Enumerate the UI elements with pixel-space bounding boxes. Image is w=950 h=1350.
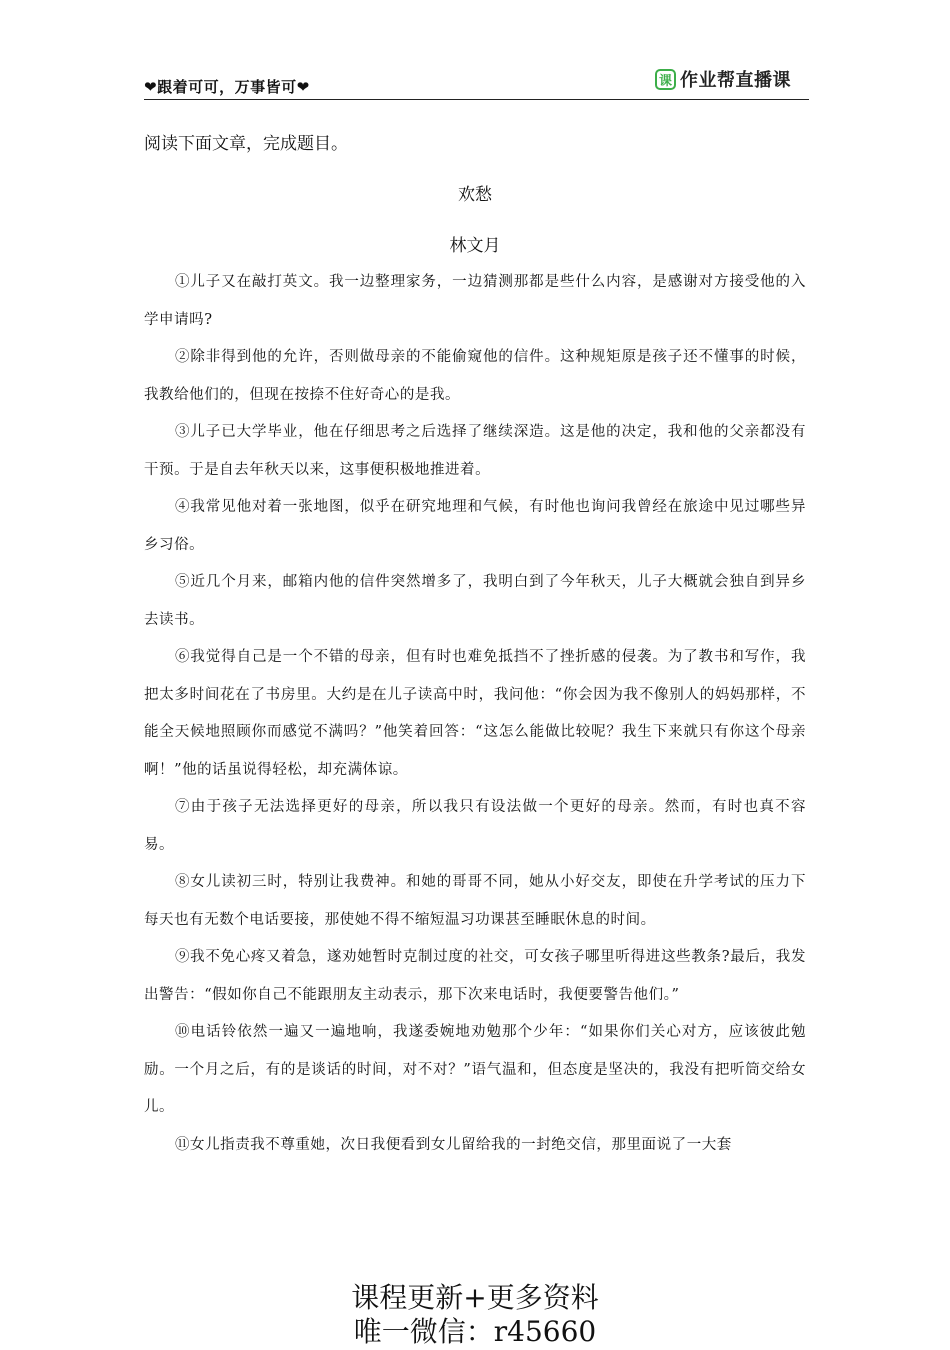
brand-logo	[655, 66, 791, 92]
page-header	[144, 62, 809, 100]
reading-instruction: 阅读下面文章，完成题目。	[144, 134, 348, 154]
paragraph: ⑨我不免心疼又着急，遂劝她暂时克制过度的社交，可女孩子哪里听得进这些教条?最后，我发出警告：“假如你自己不能跟朋友主动表示，那下次来电话时，我便要警告他们。”	[144, 949, 806, 1003]
article-title: 欢愁	[458, 185, 492, 205]
paragraph: ④我常见他对着一张地图，似乎在研究地理和气候，有时他也询问我曾经在旅途中见过哪些异乡习俗。	[144, 499, 806, 553]
article-author: 林文月	[449, 236, 501, 256]
paragraph: ③儿子已大学毕业，他在仔细思考之后选择了继续深造。这是他的决定，我和他的父亲都没有干预。于是自去年秋天以来，这事便积极地推进着。	[144, 424, 806, 478]
paragraph: ②除非得到他的允许，否则做母亲的不能偷窥他的信件。这种规矩原是孩子还不懂事的时候，我教给他们的，但现在按捺不住好奇心的是我。	[144, 349, 806, 403]
paragraph: ⑩电话铃依然一遍又一遍地响，我遂委婉地劝勉那个少年：“如果你们关心对方，应该彼此勉励。一个月之后，有的是谈话的时间，对不对？”语气温和，但态度是坚决的，我没有把听筒交给女儿。	[144, 1024, 806, 1115]
brand-name: 作业帮直播课	[680, 70, 791, 91]
footer-promo-line: 课程更新+更多资料	[351, 1281, 599, 1314]
paragraph: ①儿子又在敲打英文。我一边整理家务，一边猜测那都是些什么内容，是感谢对方接受他的入学申请吗?	[144, 274, 806, 328]
paragraph: ⑪女儿指责我不尊重她，次日我便看到女儿留给我的一封绝交信，那里面说了一大套	[175, 1136, 732, 1153]
paragraph: ⑥我觉得自己是一个不错的母亲，但有时也难免抵挡不了挫折感的侵袭。为了教书和写作，我把太多时间花在了书房里。大约是在儿子读高中时，我问他：“你会因为我不像别人的妈妈那样，不能全天候地照顾你而感觉不满吗？”他笑着回答：“这怎么能做比较呢？我生下来就只有你这个母亲啊！”他的话虽说得轻松，却充满体谅。	[144, 649, 806, 778]
paragraph: ⑤近几个月来，邮箱内他的信件突然增多了，我明白到了今年秋天，儿子大概就会独自到异乡去读书。	[144, 574, 806, 628]
article-body	[144, 264, 806, 1164]
lesson-icon: 课	[655, 69, 676, 90]
paragraph: ⑧女儿读初三时，特别让我费神。和她的哥哥不同，她从小好交友，即使在升学考试的压力下每天也有无数个电话要接，那使她不得不缩短温习功课甚至睡眠休息的时间。	[144, 874, 806, 928]
footer-contact-line: 唯一微信：r45660	[353, 1315, 597, 1348]
paragraph: ⑦由于孩子无法选择更好的母亲，所以我只有设法做一个更好的母亲。然而，有时也真不容易。	[144, 799, 806, 853]
header-slogan: ❤跟着可可，万事皆可❤	[144, 78, 310, 96]
